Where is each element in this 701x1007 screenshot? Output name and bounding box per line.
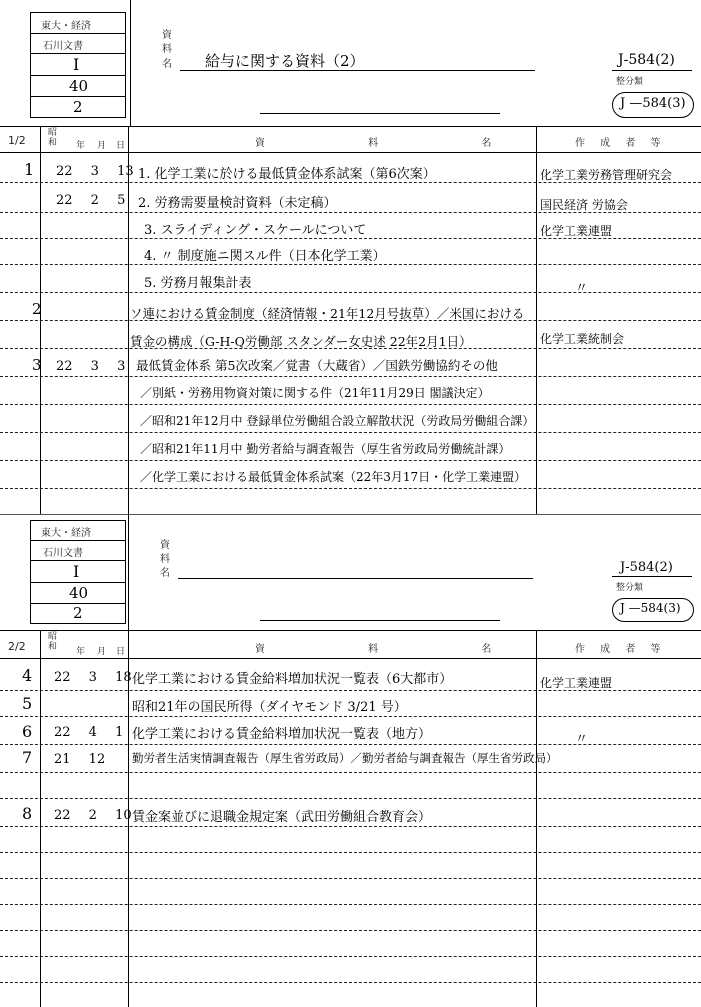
row-number: 4 [22, 666, 33, 685]
stamp-number-3: 2 [73, 604, 83, 622]
row-number: 7 [22, 748, 33, 767]
stamp-number-1: I [73, 562, 80, 581]
material-label-3: 名 [160, 568, 170, 579]
day-header: 日 [116, 141, 126, 151]
row-number: 8 [22, 804, 33, 823]
stamp-number-1: I [73, 55, 80, 74]
material-label-2: 料 [162, 44, 172, 55]
row-title: 最低賃金体系 第5次改案／覚書（大蔵省）／国鉄労働協約その他 [136, 358, 498, 373]
row-title: 化学工業における賃金給料増加状況一覧表（地方） [132, 727, 432, 742]
material-label-1: 資 [162, 30, 172, 41]
row-author: 化学工業連盟 [540, 224, 613, 238]
row-title: ソ連における賃金制度（経済情報・21年12月号抜草）／米国における賃金の構成（G-H-Q労働部 スタンダー女史述 22年2月1日） [130, 306, 525, 349]
classification-code: J —584(3) [620, 96, 686, 111]
row-number: 3 [32, 356, 42, 374]
row-author: 〃 [575, 281, 589, 296]
row-date: 22 2 5 [56, 193, 126, 208]
month-header: 月 [97, 647, 107, 657]
material-label-2: 料 [160, 554, 170, 565]
row-title: 4. 〃 制度施ニ関スル件（日本化学工業） [144, 249, 386, 264]
year-header: 年 [76, 141, 86, 151]
day-header: 日 [116, 647, 126, 657]
row-title: 5. 労務月報集計表 [144, 276, 252, 291]
author-header: 作 成 者 等 [575, 644, 667, 655]
stamp-title: 東大・経済 [41, 528, 91, 539]
stamp-number-2: 40 [69, 584, 89, 602]
row-author: 化学工業労務管理研究会 [540, 168, 673, 182]
row-date: 22 3 3 [56, 359, 126, 374]
material-label-1: 資 [160, 540, 170, 551]
row-title: 1. 化学工業に於ける最低賃金体系試案（第6次案） [138, 167, 436, 182]
classification-label: 整分類 [616, 583, 644, 593]
row-author: 化学工業連盟 [540, 676, 613, 690]
row-title: ／化学工業における最低賃金体系試案（22年3月17日・化学工業連盟） [140, 470, 527, 484]
row-author: 〃 [575, 732, 589, 747]
stamp-number-3: 2 [73, 98, 83, 116]
row-number: 6 [22, 722, 33, 741]
row-author: 国民経済 労協会 [540, 198, 628, 212]
classification-label: 整分類 [616, 77, 644, 87]
row-title: ／別紙・労務用物資対策に関する件（21年11月29日 閣議決定） [140, 386, 490, 400]
row-author: 化学工業統制会 [540, 332, 625, 346]
material-name: 給与に関する資料（2） [205, 52, 365, 70]
row-number: 1 [24, 160, 35, 179]
row-title: 賃金案並びに退職金規定案（武田労働組合教育会） [132, 810, 432, 825]
title-header: 資 料 名 [255, 644, 542, 655]
row-date: 21 12 [54, 752, 106, 767]
archive-stamp [30, 520, 126, 624]
row-date: 22 4 1 [54, 725, 124, 740]
row-number: 2 [32, 300, 42, 318]
sheet-number-header: 2/2 [8, 640, 26, 653]
row-title: 勤労者生活実情調査報告（厚生省労政局）／勤労者給与調査報告（厚生省労政局） [132, 751, 558, 765]
row-title: 2. 労務需要量検討資料（未定稿） [138, 196, 337, 211]
archive-stamp [30, 12, 126, 118]
reference-code: J-584(2) [618, 52, 675, 68]
row-date: 22 2 10 [54, 808, 132, 823]
row-number: 5 [22, 694, 33, 713]
title-header: 資 料 名 [255, 138, 542, 149]
row-date: 22 3 13 [56, 164, 134, 179]
date-era-header: 昭 和 [48, 632, 58, 652]
month-header: 月 [97, 141, 107, 151]
year-header: 年 [76, 647, 86, 657]
row-title: ／昭和21年11月中 勤労者給与調査報告（厚生省労政局労働統計課） [140, 442, 511, 456]
stamp-sub: 石川文書 [43, 41, 83, 52]
stamp-title: 東大・経済 [41, 21, 91, 32]
row-title: ／昭和21年12月中 登録単位労働組合設立解散状況（労政局労働組合課） [140, 414, 535, 428]
material-label-3: 名 [162, 59, 172, 70]
author-header: 作 成 者 等 [575, 138, 667, 149]
row-title: 昭和21年の国民所得（ダイヤモンド 3/21 号） [132, 700, 407, 715]
stamp-sub: 石川文書 [43, 548, 83, 559]
reference-code: J-584(2) [620, 560, 673, 575]
row-date: 22 3 18 [54, 670, 132, 685]
row-title: 化学工業における賃金給料増加状況一覧表（6大都市） [132, 672, 453, 687]
date-era-header: 昭 和 [48, 128, 58, 148]
row-title: 3. スライディング・スケールについて [144, 223, 367, 238]
stamp-number-2: 40 [69, 77, 89, 95]
sheet-number-header: 1/2 [8, 134, 26, 147]
classification-code: J —584(3) [620, 601, 681, 615]
